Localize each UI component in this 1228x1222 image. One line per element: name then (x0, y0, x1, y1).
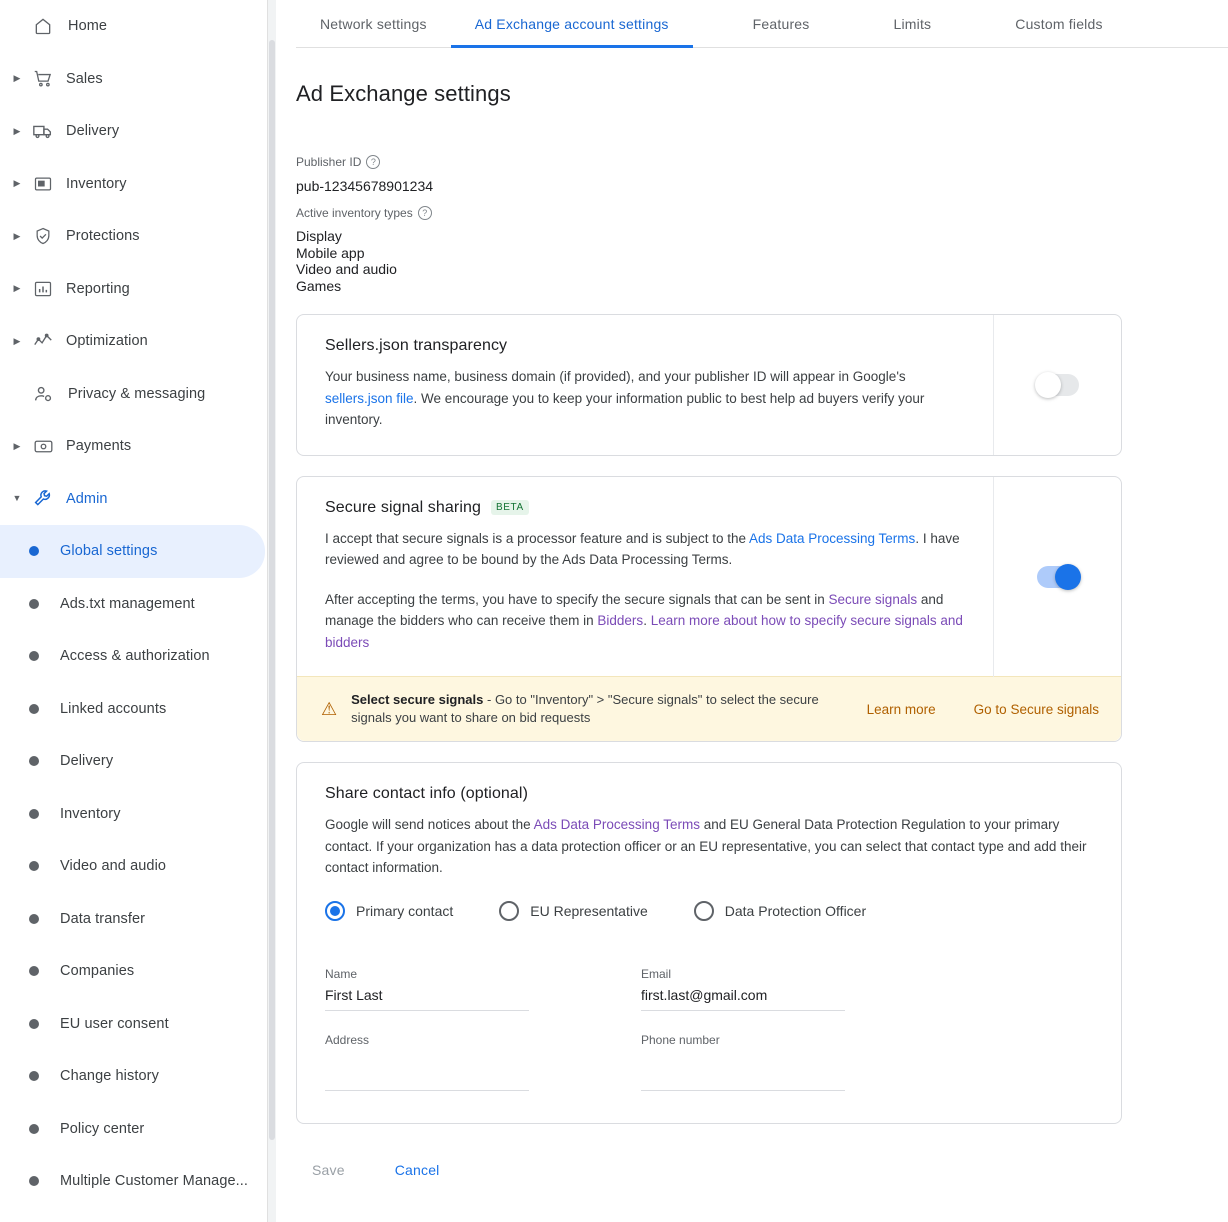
address-field-wrapper (325, 1011, 529, 1091)
sidebar-item-video-and-audio[interactable] (0, 840, 267, 893)
name-input[interactable] (325, 981, 529, 1011)
phone-input[interactable] (641, 1047, 845, 1091)
scrollbar-thumb[interactable] (269, 40, 275, 1140)
publisher-id-value: pub-12345678901234 (296, 178, 434, 194)
bullet-icon (8, 651, 60, 661)
email-field-wrapper (641, 945, 845, 1011)
bar-chart-icon (26, 279, 60, 299)
chevron-right-icon[interactable]: ▶ (13, 440, 21, 451)
ads-data-processing-terms-link[interactable]: Ads Data Processing Terms (748, 530, 916, 546)
chevron-right-icon[interactable]: ▶ (13, 283, 21, 294)
bullet-icon (8, 704, 60, 714)
chevron-right-icon[interactable]: ▶ (13, 230, 21, 241)
page-title: Ad Exchange settings (296, 81, 511, 106)
sidebar-subitem-label: EU user consent (60, 1015, 169, 1032)
sidebar-subitem-label: Global settings (60, 543, 158, 560)
ads-data-processing-terms-link-2[interactable]: Ads Data Processing Terms (533, 817, 700, 832)
tab-ad-exchange-account-settings[interactable]: Ad Exchange account settings (451, 0, 693, 48)
email-label: Email (641, 966, 672, 981)
sidebar-item-data-transfer[interactable] (0, 893, 267, 946)
contact-form (325, 945, 1093, 1091)
sidebar-item-eu-user-consent[interactable] (0, 998, 267, 1051)
warning-text (351, 691, 828, 727)
secure-signal-p1-a: I accept that secure signals is a processor feature and is subject to the (325, 530, 749, 546)
sellers-json-title: Sellers.json transparency (325, 337, 508, 354)
name-field-wrapper (325, 945, 529, 1011)
main-scrollbar[interactable] (268, 0, 276, 1222)
secure-signal-paragraph-2 (325, 589, 965, 654)
sidebar-item-sales[interactable] (0, 53, 267, 106)
sidebar-subitem-label: Inventory (60, 805, 121, 822)
bullet-icon (8, 599, 60, 609)
sidebar-item-inventory[interactable] (0, 158, 267, 211)
sellers-json-text-2: . We encourage you to keep your information public to best help ad buyers verify your inventory. (325, 390, 925, 427)
sidebar-item-label: Inventory (66, 175, 127, 192)
tab-limits[interactable]: Limits (893, 16, 932, 32)
secure-signal-title: Secure signal sharing (325, 498, 481, 516)
sellers-json-card (296, 314, 1122, 456)
warning-go-to-secure-signals-link[interactable]: Go to Secure signals (973, 701, 1099, 717)
inventory-type-item: Video and audio (296, 261, 397, 277)
tab-custom-fields[interactable]: Custom fields (1015, 16, 1103, 32)
sidebar-item-label: Sales (66, 70, 103, 87)
sidebar-subitem-label: Companies (60, 963, 135, 980)
bullet-icon (8, 1019, 60, 1029)
sidebar-subitem-label: Data transfer (60, 910, 146, 927)
sidebar-item-optimization[interactable] (0, 315, 267, 368)
save-button[interactable]: Save (296, 1154, 361, 1186)
share-contact-text-b: and EU General Data Protection Regulation to your primary contact. If your organization has a data protection officer or an EU representative, you can select that contact type and add their contact information. (325, 817, 1087, 875)
beta-badge: BETA (491, 500, 529, 515)
sidebar-subitem-label: Delivery (60, 753, 114, 770)
radio-label: EU Representative (530, 902, 648, 919)
bullet-icon (8, 914, 60, 924)
publisher-id-label-text: Publisher ID (296, 155, 362, 169)
bullet-icon (8, 809, 60, 819)
cancel-button[interactable]: Cancel (379, 1154, 456, 1186)
email-input[interactable] (641, 981, 845, 1011)
sidebar-item-protections[interactable] (0, 210, 267, 263)
sidebar-item-payments[interactable] (0, 420, 267, 473)
sidebar-item-delivery-admin[interactable] (0, 735, 267, 788)
main-content (268, 0, 1228, 1222)
secure-signal-sharing-card (296, 476, 1122, 743)
active-inventory-label-text: Active inventory types (296, 206, 413, 220)
phone-field-wrapper (641, 1011, 845, 1091)
sidebar-item-privacy-messaging[interactable] (0, 368, 267, 421)
sellers-json-text-1: Your business name, business domain (if provided), and your publisher ID will appear in Google's (325, 369, 906, 384)
shield-icon (26, 226, 60, 246)
secure-signal-toggle[interactable] (1037, 566, 1079, 588)
contact-type-radio-group (325, 901, 1093, 921)
share-contact-info-card (296, 762, 1122, 1124)
inventory-type-item: Mobile app (296, 244, 365, 261)
publisher-id-block (296, 155, 1228, 194)
payments-icon (26, 436, 60, 457)
sidebar-subitem-label: Video and audio (60, 858, 167, 875)
chevron-right-icon[interactable]: ▶ (13, 335, 21, 346)
sidebar-item-inventory-admin[interactable] (0, 788, 267, 841)
inventory-icon (26, 174, 60, 194)
sidebar-item-linked-accounts[interactable] (0, 683, 267, 736)
trending-icon (26, 330, 60, 352)
person-gear-icon (26, 383, 60, 405)
publisher-id-label (296, 155, 1228, 169)
radio-label: Data Protection Officer (724, 902, 867, 919)
active-inventory-label (296, 206, 1228, 220)
learn-more-secure-signals-link[interactable]: Learn more about how to specify secure signals and bidders (325, 613, 963, 650)
sidebar-item-label: Admin (66, 490, 108, 507)
active-inventory-block (296, 206, 1228, 294)
radio-primary-contact[interactable] (325, 901, 453, 921)
radio-data-protection-officer[interactable] (694, 901, 866, 921)
sidebar-item-reporting[interactable] (0, 263, 267, 316)
sellers-json-file-link[interactable]: sellers.json file (325, 390, 414, 406)
sidebar-subitem-label: Policy center (60, 1120, 145, 1137)
sidebar-item-admin[interactable] (0, 473, 267, 526)
help-icon[interactable]: ? (366, 155, 380, 169)
secure-signal-paragraph-1 (325, 528, 965, 571)
radio-circle-icon[interactable] (325, 901, 345, 921)
bullet-icon (8, 546, 60, 556)
bullet-icon (8, 756, 60, 766)
secure-signal-p2-b: and manage the bidders who can receive them in (325, 591, 944, 628)
secure-signal-p1-b: . I have reviewed and agree to be bound by the Ads Data Processing Terms. (325, 530, 960, 567)
sidebar-item-delivery[interactable] (0, 105, 267, 158)
sidebar-item-label: Payments (66, 438, 132, 455)
sidebar-item-global-settings[interactable] (0, 525, 265, 578)
cart-icon (26, 68, 60, 89)
sidebar-subitem-label: Change history (60, 1068, 159, 1085)
sellers-json-description (325, 366, 965, 431)
bidders-link[interactable]: Bidders (597, 613, 644, 628)
secure-signal-title-row (325, 499, 965, 517)
tab-features[interactable]: Features (752, 16, 810, 32)
sidebar-item-change-history[interactable] (0, 1050, 267, 1103)
share-contact-description (325, 814, 1093, 879)
tab-network-settings[interactable]: Network settings (320, 16, 427, 32)
share-contact-title: Share contact info (optional) (325, 785, 529, 802)
radio-circle-icon[interactable] (694, 901, 714, 921)
chevron-down-icon[interactable]: ▼ (12, 493, 22, 504)
secure-signals-link[interactable]: Secure signals (828, 591, 918, 607)
sidebar-item-policy-center[interactable] (0, 1103, 267, 1156)
radio-circle-icon[interactable] (499, 901, 519, 921)
sidebar-subitem-label: Linked accounts (60, 700, 167, 717)
sidebar-item-label: Home (68, 18, 108, 35)
wrench-icon (26, 488, 60, 509)
bullet-icon (8, 966, 60, 976)
name-label: Name (325, 966, 358, 981)
sidebar-item-access-authorization[interactable] (0, 630, 267, 683)
address-input[interactable] (325, 1047, 529, 1091)
warning-rest-text: - Go to "Inventory" > "Secure signals" to select the secure signals you want to share on bid requests (351, 692, 819, 725)
inventory-type-item: Games (296, 277, 342, 294)
help-icon[interactable]: ? (418, 206, 432, 220)
bullet-icon (8, 1124, 60, 1134)
warning-triangle-icon: ⚠ (321, 699, 338, 719)
sidebar-item-label: Protections (66, 228, 140, 245)
warning-learn-more-link[interactable]: Learn more (866, 701, 936, 717)
radio-label: Primary contact (356, 902, 454, 919)
form-actions (296, 1154, 1228, 1210)
sidebar-item-companies[interactable] (0, 945, 267, 998)
bullet-icon (8, 861, 60, 871)
tab-bar (296, 0, 1228, 48)
address-label: Address (325, 1032, 370, 1047)
sidebar (0, 0, 268, 1222)
sidebar-item-home[interactable] (0, 0, 267, 53)
chevron-right-icon[interactable]: ▶ (13, 125, 21, 136)
bullet-icon (8, 1176, 60, 1186)
home-icon (26, 16, 60, 36)
sidebar-subitem-label: Multiple Customer Manage... (60, 1173, 249, 1190)
warning-bold-text: Select secure signals (351, 692, 484, 707)
sidebar-subitem-label: Ads.txt management (60, 595, 195, 612)
chevron-right-icon[interactable]: ▶ (13, 178, 21, 189)
inventory-type-list (296, 228, 1228, 294)
inventory-type-item: Display (296, 228, 342, 244)
sidebar-item-label: Optimization (66, 333, 148, 350)
share-contact-text-a: Google will send notices about the (325, 817, 534, 832)
bullet-icon (8, 1071, 60, 1081)
sellers-json-toggle[interactable] (1037, 374, 1079, 396)
sidebar-item-ads-txt-management[interactable] (0, 578, 267, 631)
content-wrapper (268, 0, 1228, 1210)
sidebar-item-label: Privacy & messaging (68, 385, 206, 402)
secure-signals-warning-banner (297, 676, 1121, 741)
truck-icon (26, 120, 60, 142)
sidebar-item-label: Delivery (66, 123, 120, 140)
phone-label: Phone number (641, 1032, 720, 1047)
secure-signal-p2-c: . (643, 613, 651, 628)
chevron-right-icon[interactable]: ▶ (13, 73, 21, 84)
secure-signal-p2-a: After accepting the terms, you have to specify the secure signals that can be sent in (325, 591, 829, 607)
sidebar-subitem-label: Access & authorization (60, 648, 210, 665)
radio-eu-representative[interactable] (499, 901, 648, 921)
sidebar-item-multiple-customer-management[interactable] (0, 1155, 267, 1208)
sidebar-item-label: Reporting (66, 280, 130, 297)
